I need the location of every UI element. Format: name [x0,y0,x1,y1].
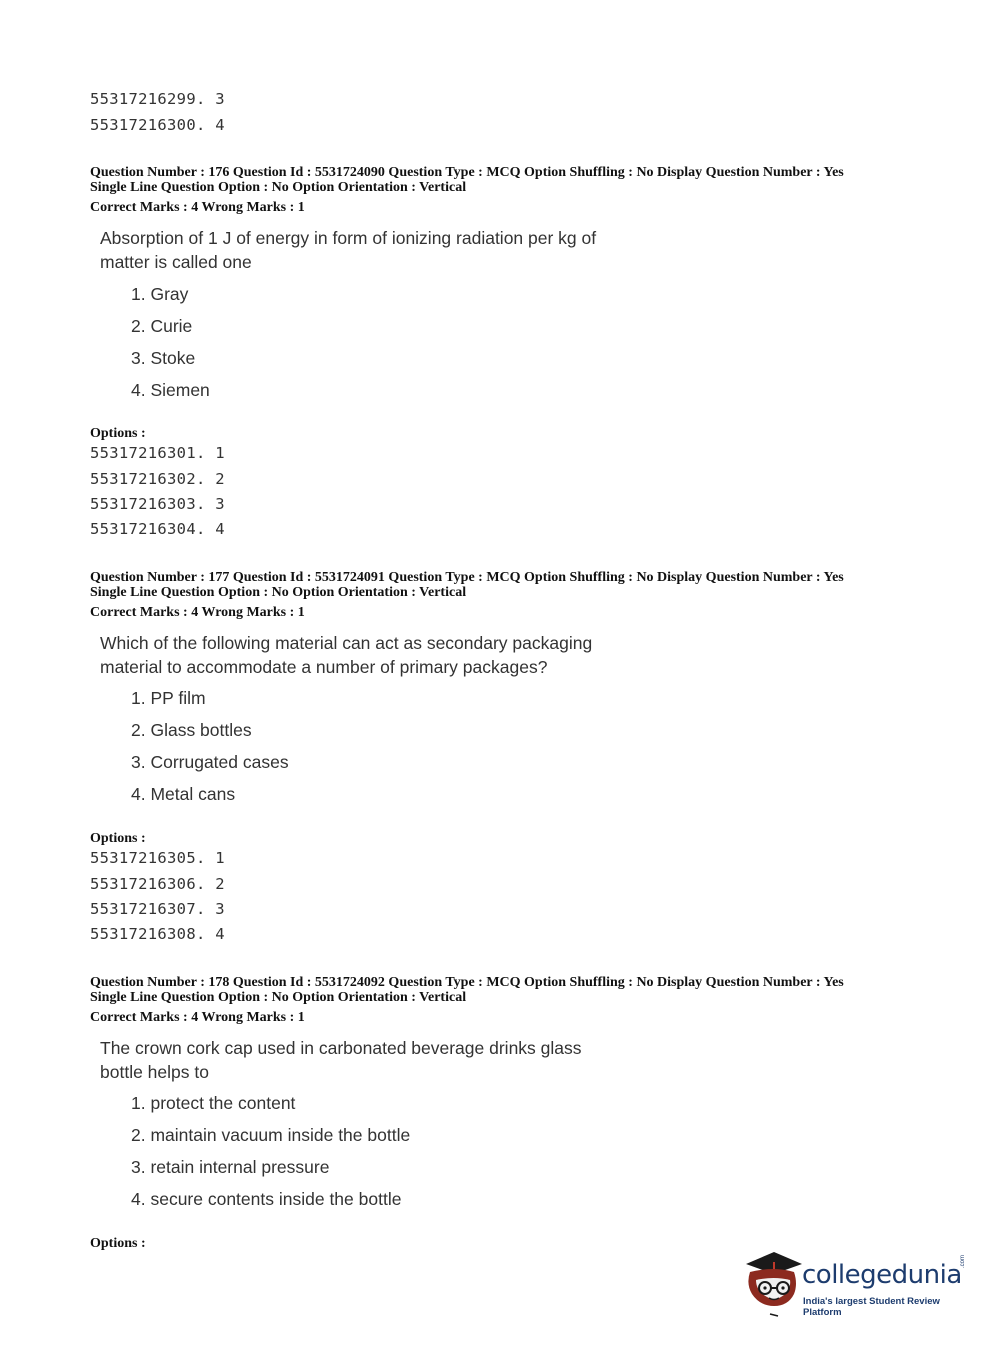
choice-item: 2. Curie [131,316,193,336]
marks-line: Correct Marks : 4 Wrong Marks : 1 [90,200,305,215]
question-meta-line: Question Number : 176 Question Id : 5531724090 Question Type : MCQ Option Shuffling : No Display Question Number : Yes [90,165,844,180]
question-text: bottle helps to [100,1062,209,1082]
choice-item: 2. Glass bottles [131,720,252,740]
brand-name: collegedunia [802,1260,962,1290]
brand-suffix: .com [960,1254,966,1268]
choice-item: 1. protect the content [131,1093,296,1113]
options-label: Options : [90,426,146,441]
option-code: 55317216299. 3 [90,90,225,108]
question-text: Absorption of 1 J of energy in form of ionizing radiation per kg of [100,228,597,248]
question-meta-line: Single Line Question Option : No Option Orientation : Vertical [90,990,467,1005]
choice-item: 4. Metal cans [131,784,236,804]
option-code: 55317216307. 3 [90,900,225,918]
options-label: Options : [90,1236,146,1251]
choice-item: 4. secure contents inside the bottle [131,1189,402,1209]
collegedunia-logo [740,1250,970,1320]
question-meta-line: Question Number : 177 Question Id : 5531724091 Question Type : MCQ Option Shuffling : No Display Question Number : Yes [90,570,844,585]
question-meta-line: Question Number : 178 Question Id : 5531724092 Question Type : MCQ Option Shuffling : No Display Question Number : Yes [90,975,844,990]
brand-tagline: India's largest Student Review Platform [803,1296,940,1318]
choice-item: 4. Siemen [131,380,210,400]
option-code: 55317216303. 3 [90,495,225,513]
question-text: Which of the following material can act as secondary packaging [100,633,593,653]
question-text: matter is called one [100,252,252,272]
choice-item: 3. Corrugated cases [131,752,289,772]
marks-line: Correct Marks : 4 Wrong Marks : 1 [90,1010,305,1025]
options-label: Options : [90,831,146,846]
choice-item: 3. retain internal pressure [131,1157,330,1177]
question-meta-line: Single Line Question Option : No Option Orientation : Vertical [90,585,467,600]
marks-line: Correct Marks : 4 Wrong Marks : 1 [90,605,305,620]
option-code: 55317216302. 2 [90,470,225,488]
choice-item: 1. PP film [131,688,206,708]
option-code: 55317216304. 4 [90,520,225,538]
choice-item: 3. Stoke [131,348,196,368]
question-text: material to accommodate a number of primary packages? [100,657,548,677]
option-code: 55317216305. 1 [90,849,225,867]
option-code: 55317216301. 1 [90,444,225,462]
choice-item: 1. Gray [131,284,189,304]
option-code: 55317216308. 4 [90,925,225,943]
question-meta-line: Single Line Question Option : No Option Orientation : Vertical [90,180,467,195]
choice-item: 2. maintain vacuum inside the bottle [131,1125,411,1145]
question-text: The crown cork cap used in carbonated beverage drinks glass [100,1038,582,1058]
option-code: 55317216300. 4 [90,116,225,134]
option-code: 55317216306. 2 [90,875,225,893]
mascot-icon [740,1250,804,1320]
